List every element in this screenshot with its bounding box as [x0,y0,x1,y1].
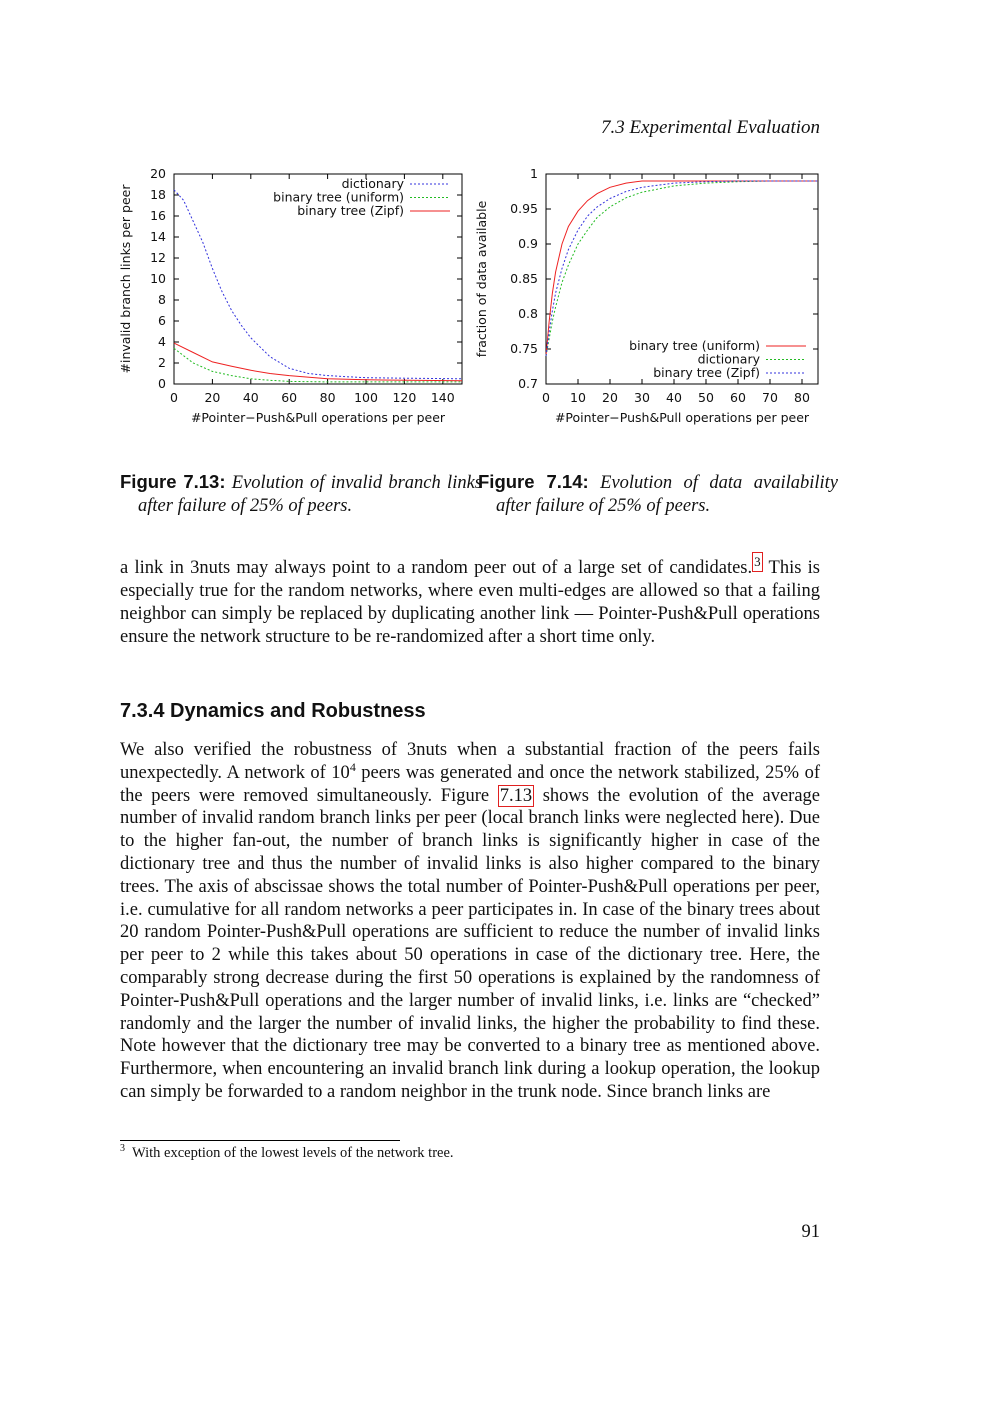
caption-label: Figure 7.14: [478,471,589,492]
page-number: 91 [801,1222,820,1242]
x-axis-label: #Pointer−Push&Pull operations per peer [554,410,810,425]
y-tick-label: 18 [150,187,166,202]
series-line-dictionary [546,181,818,356]
legend-label: binary tree (uniform) [273,189,404,205]
y-tick-label: 8 [158,292,166,307]
paragraph-text: shows the evolution of the average number of invalid random branch links per peer (local branch links were neglected here). Due to the higher fan-out, the number of branch links is significantly higher in case of the dictionary tree and thus the number of invalid links is also higher compared to the binary trees. The axis of abscissae shows the total number of Pointer-Push&Pull operations per peer, i.e. cumulative for all random networks a peer participates in. In case of the binary trees about 20 random Pointer-Push&Pull operations are sufficient to reduce the number of invalid links per peer to 2 while this takes about 50 operations in case of the dictionary tree. Here, the comparably strong decrease during the first 50 operations is explained by the randomness of Pointer-Push&Pull operations and the larger number of invalid links, i.e. links are “checked” randomly and the larger the number of invalid links, the higher the probability to find these. Note however that the dictionary tree may be converted to a binary tree as mentioned above. Furthermore, when encountering an invalid branch link during a lookup operation, the lookup can simply be forwarded to a random neighbor in the trunk node. Since branch links are [120,785,820,1102]
x-tick-label: 0 [170,390,178,405]
x-tick-label: 70 [762,390,778,405]
y-tick-label: 0.9 [518,236,538,251]
x-tick-label: 40 [666,390,682,405]
caption-text: Evolution of data availability after failure of 25% of peers. [496,473,838,516]
paragraph-text: This is especially true for the random networks, where even multi-edges are allowed so that a failing neighbor can simply be replaced by duplicating another link — Pointer-Push&Pull operations ensure the network structure to be re-randomized after a short time only. [120,558,821,647]
paragraph-1 [120,552,820,648]
series-line-binary-tree-uniform- [546,181,818,356]
y-tick-label: 12 [150,250,166,265]
paragraph-text: peers was generated and once the network stabilized, 25% of the peers were removed simultaneously. Figure [120,762,820,806]
y-tick-label: 1 [530,166,538,181]
y-tick-label: 10 [150,271,166,286]
chart-invalid-links-svg [110,160,470,430]
figure-caption-7-13 [120,470,482,518]
x-tick-label: 60 [281,390,298,405]
y-tick-label: 0 [158,376,166,391]
x-tick-label: 20 [204,390,221,405]
footnote-rule [120,1140,400,1141]
y-tick-label: 0.7 [518,376,538,391]
y-tick-label: 14 [150,229,166,244]
x-tick-label: 0 [542,390,550,405]
footnote-link[interactable]: 3 [752,552,763,572]
series-line-binary-tree-zipf- [174,343,462,381]
y-tick-label: 16 [150,208,166,223]
y-tick-label: 0.8 [518,306,538,321]
x-tick-label: 20 [602,390,618,405]
footnote-mark: 3 [120,1143,125,1155]
y-axis-label: #invalid branch links per peer [118,184,133,374]
y-tick-label: 0.85 [510,271,538,286]
chart-invalid-links [110,160,470,435]
x-tick-label: 40 [242,390,259,405]
x-tick-label: 80 [319,390,336,405]
legend-label: dictionary [341,176,404,191]
y-tick-label: 6 [158,313,166,328]
running-header: 7.3 Experimental Evaluation [601,117,820,138]
chart-data-availability-svg [470,160,830,430]
series-line-binary-tree-zipf- [546,181,818,356]
paragraph-text: a link in 3nuts may always point to a random peer out of a large set of candidates. [120,558,753,579]
chart-data-availability [470,160,830,435]
paragraph-2 [120,739,820,1104]
y-tick-label: 20 [150,166,166,181]
y-tick-label: 4 [158,334,166,349]
y-tick-label: 2 [158,355,166,370]
x-tick-label: 30 [634,390,650,405]
figure-link[interactable]: 7.13 [499,785,533,806]
series-line-binary-tree-uniform- [174,348,462,382]
caption-label: Figure 7.13: [120,471,226,492]
x-axis-label: #Pointer−Push&Pull operations per peer [190,410,446,425]
legend-label: dictionary [697,351,760,367]
footnote [120,1145,454,1162]
y-tick-label: 0.95 [510,201,538,216]
paragraph-text: We also verified the robustness of 3nuts when a substantial fraction of the peers fails unexpectedly. A network of 10 [120,740,820,783]
legend-label: binary tree (uniform) [629,338,760,353]
x-tick-label: 120 [392,390,417,405]
figure-caption-7-14 [478,470,838,518]
section-heading: 7.3.4 Dynamics and Robustness [120,700,426,722]
x-tick-label: 140 [430,390,455,405]
x-tick-label: 10 [570,390,586,405]
legend-label: binary tree (Zipf) [653,365,760,380]
footnote-text: With exception of the lowest levels of the network tree. [132,1145,454,1161]
series-line-dictionary [174,190,462,379]
exponent: 4 [349,759,356,774]
legend-label: binary tree (Zipf) [297,203,404,218]
x-tick-label: 100 [354,390,378,405]
x-tick-label: 60 [730,390,746,405]
caption-text: Evolution of invalid branch links after failure of 25% of peers. [138,473,482,516]
y-axis-label: fraction of data available [474,200,489,358]
x-tick-label: 50 [698,390,714,405]
x-tick-label: 80 [794,390,810,405]
y-tick-label: 0.75 [510,341,538,356]
